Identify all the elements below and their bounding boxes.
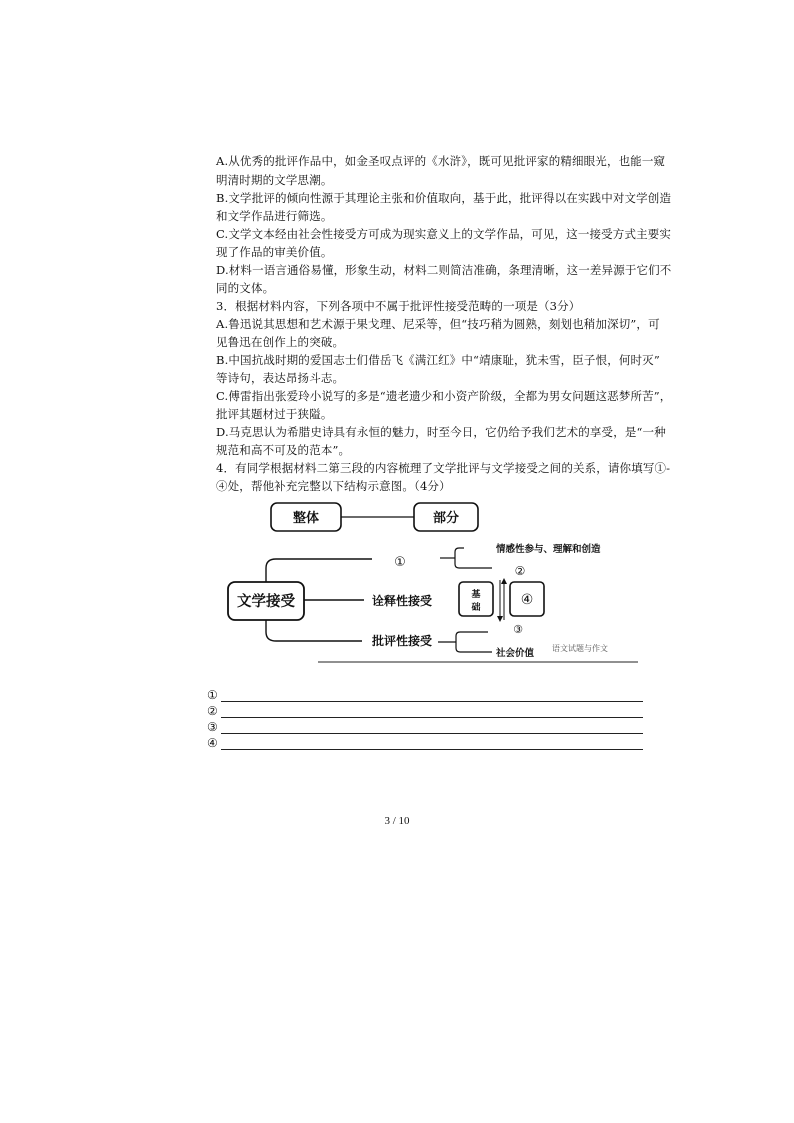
literary-reception-label: 文学接受: [237, 594, 295, 610]
answer-line-4[interactable]: [207, 736, 643, 752]
question-4-stem-line1: 4．有同学根据材料二第三段的内容梳理了文学批评与文学接受之间的关系，请你填写①-: [216, 461, 671, 475]
q3-option-a-line2: 见鲁迅在创作上的突破。: [216, 335, 345, 349]
answer-label-1: ①: [207, 688, 218, 702]
q3-option-d-line1: D.马克思认为希腊史诗具有永恒的魅力，时至今日，它仍给予我们艺术的享受，是“一种: [216, 425, 666, 439]
answer-label-2: ②: [207, 704, 218, 718]
arrow-down-head: [497, 616, 503, 622]
question-3-stem: 3．根据材料内容，下列各项中不属于批评性接受范畴的一项是（3分）: [216, 299, 581, 313]
answer-line-1[interactable]: [207, 688, 643, 704]
emotional-participation-label: 情感性参与、理解和创造: [496, 544, 601, 555]
answer-line-3[interactable]: [207, 720, 643, 736]
option-c-line2: 现了作品的审美价值。: [216, 245, 333, 259]
option-b-line1: B.文学批评的倾向性源于其理论主张和价值取向，基于此，批评得以在实践中对文学创造: [216, 191, 672, 205]
q3-option-b-line2: 等诗句，表达昂扬斗志。: [216, 371, 345, 385]
bracket-bottom: [456, 632, 492, 652]
option-d-line1: D.材料一语言通俗易懂，形象生动，材料二则简洁准确，条理清晰，这一差异源于它们不: [216, 263, 672, 277]
option-a-line1: A.从优秀的批评作品中，如金圣叹点评的《水浒》，既可见批评家的精细眼光，也能一窥: [216, 154, 666, 168]
watermark-text: 语文试题与作文: [552, 644, 608, 653]
option-a-line2: 明清时期的文学思潮。: [216, 173, 333, 187]
branch-top: [266, 559, 372, 582]
branch-bottom: [266, 620, 362, 641]
critical-reception-label: 批评性接受: [371, 634, 433, 648]
q3-option-d-line2: 规范和高不可及的范本”。: [216, 443, 351, 457]
social-value-label: 社会价值: [496, 648, 535, 659]
blank-marker-3: ③: [513, 623, 523, 636]
option-c-line1: C.文学文本经由社会性接受方可成为现实意义上的文学作品，可见，这一接受方式主要实: [216, 227, 672, 241]
page-number: 3 / 10: [384, 815, 410, 827]
arrow-up-head: [501, 578, 507, 584]
answer-label-3: ③: [207, 720, 218, 734]
option-d-line2: 同的文体。: [216, 281, 275, 295]
answer-line-2[interactable]: [207, 704, 643, 720]
q3-option-c-line1: C.傅雷指出张爱玲小说写的多是“遗老遗少和小资产阶级，全都为男女问题这恶梦所苦”，: [216, 389, 672, 403]
blank-marker-2: ②: [514, 564, 526, 578]
q3-option-b-line1: B.中国抗战时期的爱国志士们借岳飞《满江红》中“靖康耻，犹未雪，臣子恨，何时灭”: [216, 353, 660, 367]
q3-option-a-line1: A.鲁迅说其思想和艺术源于果戈理、尼采等，但“技巧稍为圆熟，刻划也稍加深切”，可: [216, 317, 660, 331]
part-label: 部分: [432, 511, 460, 526]
basis-label: 基: [471, 590, 481, 600]
basis-label-2: 础: [471, 603, 481, 613]
answer-label-4: ④: [207, 736, 218, 750]
blank-marker-1: ①: [394, 555, 406, 570]
option-b-line2: 和文学作品进行筛选。: [216, 209, 333, 223]
question-4-stem-line2: ④处，帮他补充完整以下结构示意图。（4分）: [216, 479, 451, 493]
interpretive-reception-label: 诠释性接受: [371, 594, 433, 608]
bracket-top: [455, 548, 492, 568]
blank-marker-4: ④: [520, 592, 534, 608]
q3-option-c-line2: 批评其题材过于狭隘。: [216, 407, 333, 421]
whole-label: 整体: [292, 511, 320, 526]
